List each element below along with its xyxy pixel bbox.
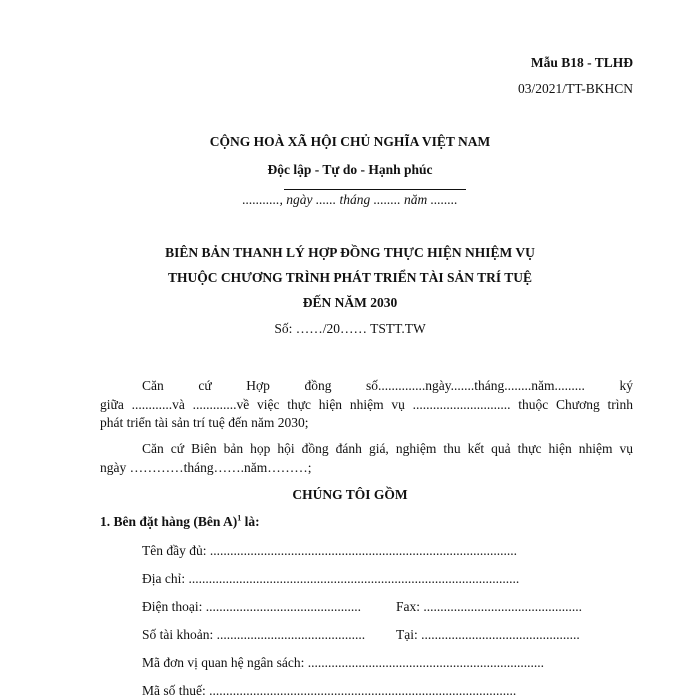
document-title-line-2: THUỘC CHƯƠNG TRÌNH PHÁT TRIỂN TÀI SẢN TRÍ TUỆ [167, 270, 533, 285]
bank-field: Tại: ............................................... [396, 627, 580, 642]
party-a-heading-text: 1. Bên đặt hàng (Bên A) [100, 514, 238, 529]
address-field: Địa chỉ: .................................................................................................. [142, 571, 520, 586]
motto-underline [284, 189, 466, 190]
form-code: Mẫu B18 - TLHĐ [530, 55, 633, 70]
tax-code-field: Mã số thuế: ........................................................................................... [142, 683, 517, 698]
account-number-field: Số tài khoản: ............................................ [142, 627, 366, 642]
circular-number: 03/2021/TT-BKHCN [517, 81, 633, 96]
section-heading: CHÚNG TÔI GỒM [292, 487, 408, 502]
full-name-field: Tên đầy đủ: ........................................................................................... [142, 543, 517, 558]
footnote-marker: 1 [237, 513, 242, 523]
basis-paragraph-1-line-3: phát triển tài sản trí tuệ đến năm 2030; [100, 415, 309, 430]
national-motto: Độc lập - Tự do - Hạnh phúc [267, 162, 433, 177]
document-title-line-3: ĐẾN NĂM 2030 [302, 295, 398, 310]
national-name: CỘNG HOÀ XÃ HỘI CHỦ NGHĨA VIỆT NAM [209, 134, 491, 149]
basis-paragraph-1-line-1: Căn cứ Hợp đồng số..............ngày.......tháng........năm......... ký [142, 378, 633, 393]
date-line: ..........., ngày ...... tháng ........ năm ........ [242, 192, 458, 207]
basis-paragraph-2-line-1: Căn cứ Biên bản họp hội đồng đánh giá, nghiệm thu kết quả thực hiện nhiệm vụ [142, 441, 633, 456]
party-a-heading [100, 514, 260, 530]
party-a-heading-suffix: là: [241, 514, 260, 529]
document-title-line-1: BIÊN BẢN THANH LÝ HỢP ĐỒNG THỰC HIỆN NHIỆM VỤ [165, 245, 535, 260]
basis-paragraph-2-line-2: ngày …………tháng…….năm………; [100, 460, 312, 475]
basis-paragraph-1-line-2: giữa ............và .............về việc thực hiện nhiệm vụ ............................. thuộc Chương trình [100, 397, 633, 412]
document-number: Số: ……/20…… TSTT.TW [274, 321, 426, 336]
fax-field: Fax: ............................................... [396, 599, 583, 614]
budget-code-field: Mã đơn vị quan hệ ngân sách: ...................................................................... [142, 655, 544, 670]
phone-field: Điện thoại: .............................................. [142, 599, 361, 614]
